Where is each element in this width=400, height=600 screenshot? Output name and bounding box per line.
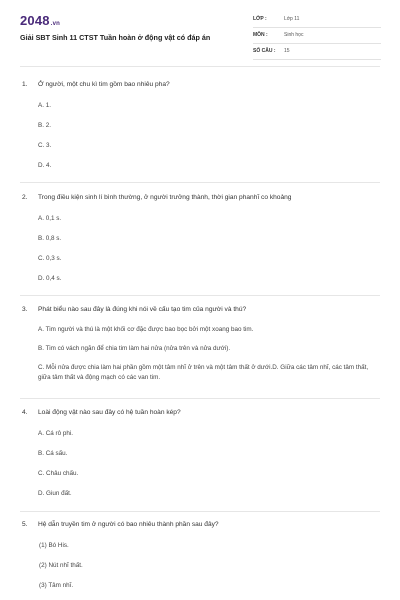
meta-subject-value: Sinh học bbox=[284, 32, 304, 38]
question-2-option-d[interactable]: D. 0,4 s. bbox=[38, 275, 62, 282]
meta-count-label: SỐ CÂU : bbox=[253, 48, 276, 54]
question-2-stem: Trong điều kiện sinh lí bình thường, ở người trưởng thành, thời gian phanhĩ co khoảng bbox=[38, 194, 292, 201]
question-1-option-c[interactable]: C. 3. bbox=[38, 142, 52, 149]
question-3-option-b[interactable]: B. Tim có vách ngăn để chia tim làm hai nửa (nửa trên và nửa dưới). bbox=[38, 345, 231, 352]
question-4-text bbox=[22, 408, 382, 418]
question-2-option-b[interactable]: B. 0,8 s. bbox=[38, 235, 62, 242]
question-2-option-a[interactable]: A. 0,1 s. bbox=[38, 215, 62, 222]
meta-grade-row bbox=[253, 13, 381, 28]
question-4 bbox=[22, 408, 382, 499]
header-divider bbox=[20, 66, 380, 67]
question-2-text bbox=[22, 193, 382, 203]
question-5-item-3: (3) Tâm nhĩ. bbox=[39, 582, 74, 589]
question-4-number: 4. bbox=[22, 409, 28, 416]
meta-subject-row bbox=[253, 29, 381, 44]
question-4-option-d[interactable]: D. Giun đất. bbox=[38, 490, 72, 497]
question-3-option-a[interactable]: A. Tim người và thú là một khối cơ đặc được bao bọc bởi một xoang bao tim. bbox=[38, 326, 254, 333]
question-2 bbox=[22, 193, 382, 284]
question-1-option-a[interactable]: A. 1. bbox=[38, 102, 51, 109]
question-4-option-b[interactable]: B. Cá sấu. bbox=[38, 450, 68, 457]
logo-domain-text: .vn bbox=[50, 21, 61, 27]
question-1-number: 1. bbox=[22, 81, 28, 88]
question-divider bbox=[20, 511, 380, 512]
question-5 bbox=[22, 520, 382, 591]
question-divider bbox=[20, 182, 380, 183]
question-2-number: 2. bbox=[22, 194, 28, 201]
question-divider bbox=[20, 295, 380, 296]
question-3-text bbox=[22, 305, 382, 315]
question-1-stem: Ở người, một chu kì tim gồm bao nhiêu pha? bbox=[38, 81, 170, 88]
meta-subject-label: MÔN : bbox=[253, 32, 268, 38]
logo-main-text: 2048 bbox=[20, 13, 50, 28]
meta-count-value: 15 bbox=[284, 48, 290, 54]
question-1-option-d[interactable]: D. 4. bbox=[38, 162, 52, 169]
question-5-item-1: (1) Bó His. bbox=[39, 542, 69, 549]
site-logo[interactable] bbox=[20, 13, 60, 28]
question-3-number: 3. bbox=[22, 306, 28, 313]
question-5-item-2: (2) Nút nhĩ thất. bbox=[39, 562, 83, 569]
meta-count-row bbox=[253, 45, 381, 60]
question-2-option-c[interactable]: C. 0,3 s. bbox=[38, 255, 62, 262]
question-4-option-c[interactable]: C. Châu chấu. bbox=[38, 470, 79, 477]
document-header bbox=[0, 0, 400, 66]
question-3-stem: Phát biểu nào sau đây là đúng khi nói về cấu tạo tim của người và thú? bbox=[38, 306, 247, 313]
question-4-option-a[interactable]: A. Cá rô phi. bbox=[38, 430, 73, 437]
question-1 bbox=[22, 80, 382, 171]
question-5-number: 5. bbox=[22, 521, 28, 528]
meta-grade-label: LỚP : bbox=[253, 16, 267, 22]
document-title: Giải SBT Sinh 11 CTST Tuần hoàn ở động vật có đáp án bbox=[20, 33, 211, 42]
question-1-text bbox=[22, 80, 382, 90]
question-1-option-b[interactable]: B. 2. bbox=[38, 122, 51, 129]
question-5-text bbox=[22, 520, 382, 530]
meta-grade-value: Lớp 11 bbox=[284, 16, 300, 22]
question-5-stem: Hệ dẫn truyền tim ở người có bao nhiêu thành phần sau đây? bbox=[38, 521, 219, 528]
question-3-option-c[interactable]: C. Mỗi nửa được chia làm hai phần gồm một tâm nhĩ ở trên và một tâm thất ở dưới.D. Giữa các tâm nhĩ, các tâm thất, giữa tâm thất và động mạch có các van tim. bbox=[38, 364, 369, 381]
question-divider bbox=[20, 398, 380, 399]
question-3 bbox=[22, 305, 382, 383]
question-4-stem: Loài động vật nào sau đây có hệ tuần hoàn kép? bbox=[38, 409, 181, 416]
